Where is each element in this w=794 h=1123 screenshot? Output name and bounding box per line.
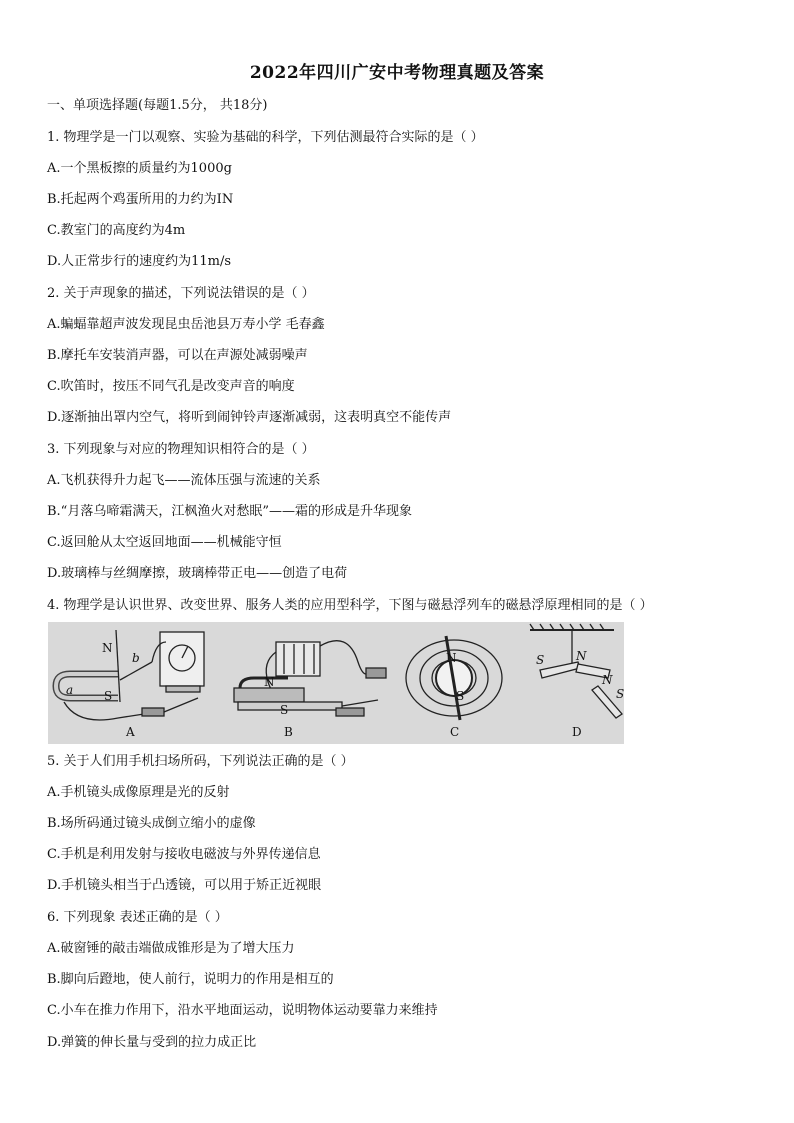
fig-pole-label: S (536, 653, 545, 667)
question-3-option-c: C.返回舱从太空返回地面——机械能守恒 (47, 535, 282, 550)
question-6-option-d: D.弹簧的伸长量与受到的拉力成正比 (47, 1035, 257, 1050)
fig-pole-label: N (102, 641, 113, 655)
fig-pole-label: S (616, 687, 624, 701)
fig-panel-label-a: A (126, 725, 135, 739)
question-5-option-b: B.场所码通过镜头成倒立缩小的虚像 (47, 816, 256, 831)
section-heading: 一、单项选择题(每题1.5分， 共18分) (47, 98, 268, 113)
fig-pole-label: S (280, 703, 289, 717)
question-6-option-a: A.破窗锤的敲击端做成锥形是为了增大压力 (47, 941, 295, 956)
question-3-stem: 3. 下列现象与对应的物理知识相符合的是（ ） (47, 442, 315, 457)
question-3-option-b: B.“月落乌啼霜满天，江枫渔火对愁眠”——霜的形成是升华现象 (47, 504, 412, 519)
panel-a-diagram (56, 630, 204, 720)
question-5-stem: 5. 关于人们用手机扫场所码，下列说法正确的是（ ） (47, 754, 354, 769)
question-2-option-c: C.吹笛时，按压不同气孔是改变声音的响度 (47, 379, 295, 394)
question-2-option-b: B.摩托车安装消声器，可以在声源处减弱噪声 (47, 348, 308, 363)
question-1-stem: 1. 物理学是一门以观察、实验为基础的科学，下列估测最符合实际的是（ ） (47, 130, 484, 145)
question-6-option-b: B.脚向后蹬地，使人前行，说明力的作用是相互的 (47, 972, 334, 987)
panel-c-diagram (406, 636, 502, 720)
panel-d-diagram (530, 624, 622, 718)
question-2-option-a: A.蝙蝠靠超声波发现昆虫岳池县万寿小学 毛春鑫 (47, 317, 325, 332)
fig-pole-label: S (104, 689, 113, 703)
fig-panel-label-c: C (450, 725, 460, 739)
question-4-figure (48, 622, 624, 744)
question-3-option-a: A.飞机获得升力起飞——流体压强与流速的关系 (47, 473, 321, 488)
question-1-option-b: B.托起两个鸡蛋所用的力约为IN (47, 192, 234, 207)
question-5-option-d: D.手机镜头相当于凸透镜，可以用于矫正近视眼 (47, 878, 322, 893)
question-6-option-c: C.小车在推力作用下，沿水平地面运动，说明物体运动要靠力来维持 (47, 1003, 438, 1018)
question-1-option-c: C.教室门的高度约为4m (47, 223, 186, 238)
question-4-stem: 4. 物理学是认识世界、改变世界、服务人类的应用型科学，下图与磁悬浮列车的磁悬浮原理相同的是（ ） (47, 598, 653, 613)
question-1-option-a: A.一个黑板擦的质量约为1000g (47, 161, 232, 176)
fig-field-label: N (446, 651, 457, 665)
question-5-option-c: C.手机是利用发射与接收电磁波与外界传递信息 (47, 847, 321, 862)
fig-wire-label: b (132, 651, 140, 665)
question-6-stem: 6. 下列现象 表述正确的是（ ） (47, 910, 228, 925)
question-5-option-a: A.手机镜头成像原理是光的反射 (47, 785, 230, 800)
fig-panel-label-d: D (572, 725, 582, 739)
page-title: 2022年四川广安中考物理真题及答案 (249, 63, 545, 83)
question-2-option-d: D.逐渐抽出罩内空气，将听到闹钟铃声逐渐减弱，这表明真空不能传声 (47, 410, 452, 425)
fig-pole-label: N (602, 673, 613, 687)
question-3-option-d: D.玻璃棒与丝绸摩擦，玻璃棒带正电——创造了电荷 (47, 566, 348, 581)
fig-field-label: S (456, 689, 465, 703)
fig-wire-label: a (66, 683, 74, 697)
question-2-stem: 2. 关于声现象的描述，下列说法错误的是（ ） (47, 286, 315, 301)
question-1-option-d: D.人正常步行的速度约为11m/s (47, 254, 232, 269)
fig-pole-label: N (264, 675, 275, 689)
fig-panel-label-b: B (284, 725, 293, 739)
fig-pole-label: N (576, 649, 587, 663)
panel-b-diagram (234, 641, 386, 716)
